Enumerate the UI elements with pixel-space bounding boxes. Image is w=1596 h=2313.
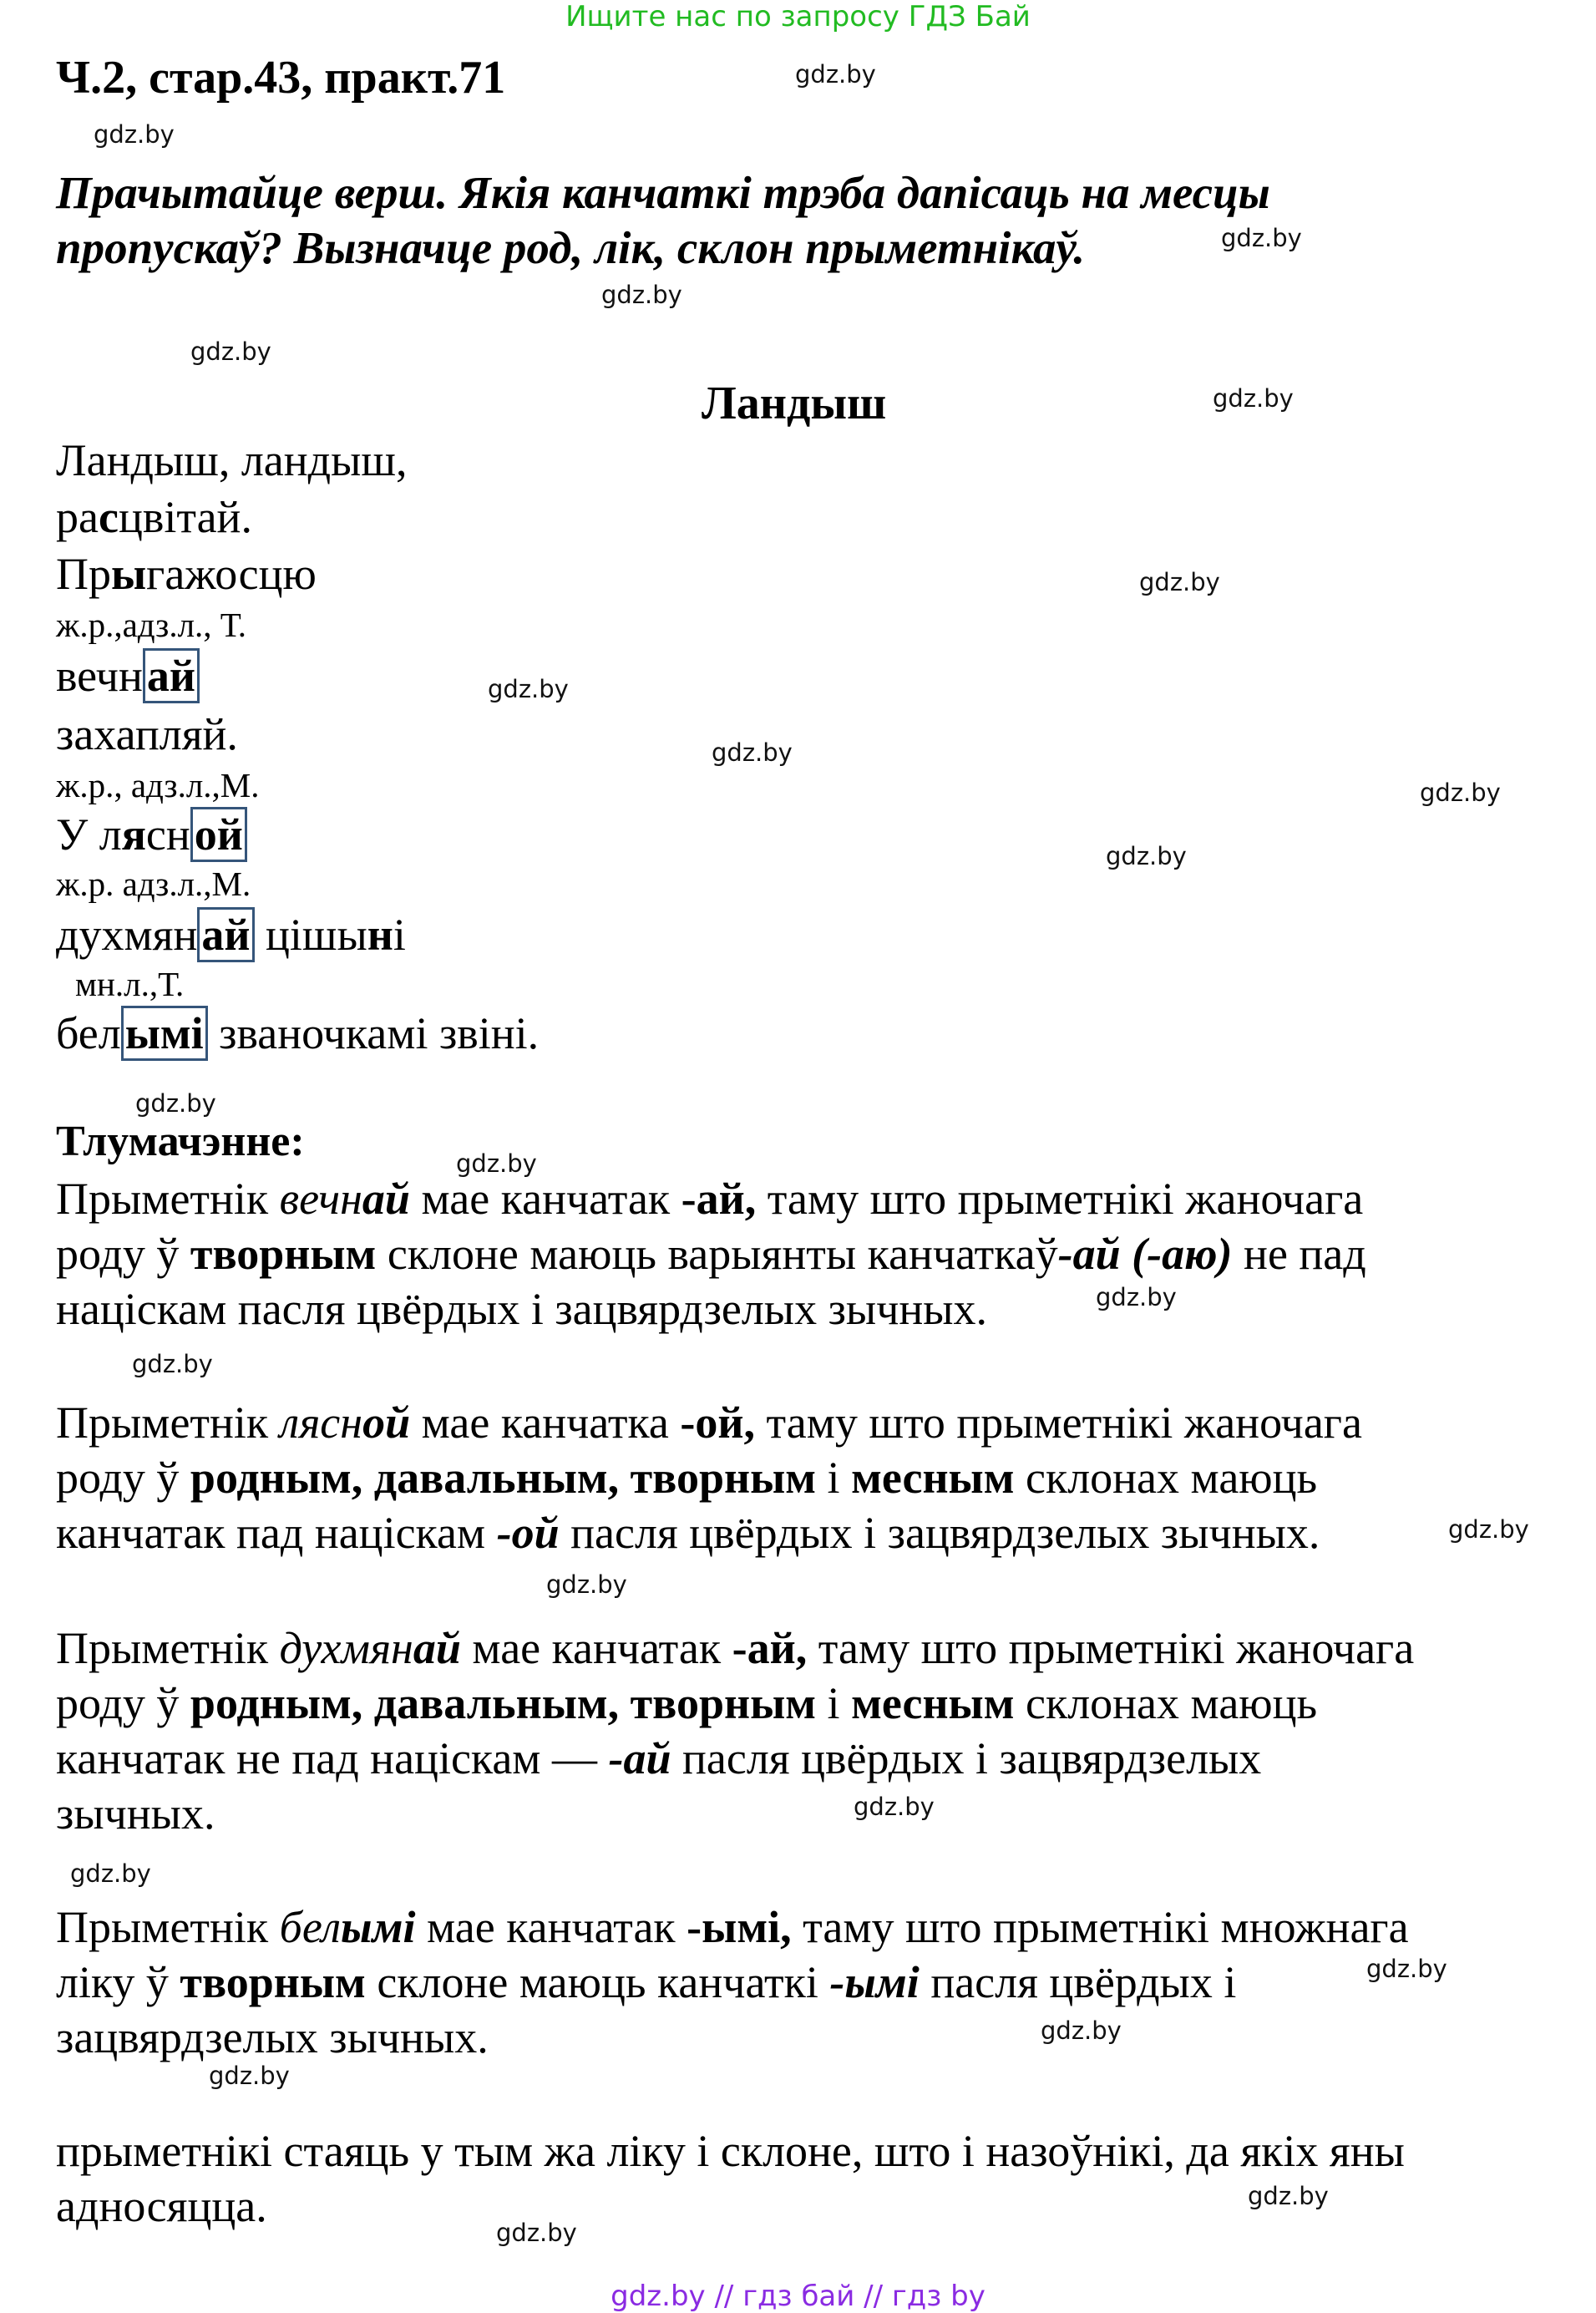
poem-line-6: У лясной <box>56 807 247 862</box>
explanation-p5-line-2: адносяцца. <box>56 2181 267 2231</box>
watermark: gdz.by <box>1420 779 1501 807</box>
watermark: gdz.by <box>209 2062 290 2090</box>
ending-box-ymi: ымі <box>121 1006 208 1061</box>
ending-box-ai: ай <box>143 648 200 703</box>
bottom-site-links[interactable]: gdz.by // гдз бай // гдз by <box>611 2280 985 2313</box>
watermark: gdz.by <box>1139 568 1220 596</box>
poem-line-8: белымі званочкамі звіні. <box>56 1006 539 1061</box>
watermark: gdz.by <box>135 1089 216 1118</box>
watermark: gdz.by <box>190 337 271 366</box>
watermark: gdz.by <box>1041 2016 1122 2045</box>
explanation-p4-line-1: Прыметнік белымі мае канчатак -ымі, таму што прыметнікі множнага <box>56 1902 1409 1952</box>
poem-line-3: Прыгажосцю <box>56 549 317 599</box>
explanation-p1-line-2: роду ў творным склоне маюць варыянты канчаткаў-ай (-аю) не пад <box>56 1229 1366 1279</box>
top-search-link[interactable]: Ищите нас по запросу ГДЗ Бай <box>565 0 1031 33</box>
task-line-1: Прачытайце верш. Якія канчаткі трэба дапісаць на месцы <box>56 167 1270 218</box>
explanation-p3-line-2: роду ў родным, давальным, творным і месным склонах маюць <box>56 1678 1318 1728</box>
page-title: Ч.2, стар.43, практ.71 <box>56 52 506 104</box>
explanation-p1-line-3: націскам пасля цвёрдых і зацвярдзелых зычных. <box>56 1284 988 1334</box>
ending-box-ai-2: ай <box>197 907 254 962</box>
poem-line-4: вечнай <box>56 648 200 703</box>
watermark: gdz.by <box>1106 842 1187 870</box>
explanation-p3-line-4: зычных. <box>56 1788 215 1839</box>
ending-box-oi: ой <box>190 807 247 862</box>
watermark: gdz.by <box>1213 384 1294 413</box>
explanation-title: Тлумачэнне: <box>56 1118 305 1165</box>
watermark: gdz.by <box>70 1859 151 1888</box>
task-line-2: пропускаў? Вызначце род, лік, склон прыметнікаў. <box>56 222 1086 273</box>
grammar-note-3: ж.р. адз.л.,М. <box>56 865 251 903</box>
watermark: gdz.by <box>1096 1283 1177 1311</box>
watermark: gdz.by <box>854 1793 935 1821</box>
watermark: gdz.by <box>546 1570 627 1599</box>
watermark: gdz.by <box>1366 1955 1447 1983</box>
watermark: gdz.by <box>1221 224 1302 252</box>
explanation-p2-line-3: канчатак пад націскам -ой пасля цвёрдых і зацвярдзелых зычных. <box>56 1508 1320 1558</box>
grammar-note-4: мн.л.,Т. <box>75 965 185 1003</box>
watermark: gdz.by <box>1248 2182 1329 2210</box>
explanation-p1-line-1: Прыметнік вечнай мае канчатак -ай, таму што прыметнікі жаночага <box>56 1174 1364 1224</box>
watermark: gdz.by <box>456 1149 537 1178</box>
watermark: gdz.by <box>795 60 876 89</box>
explanation-p3-line-1: Прыметнік духмянай мае канчатак -ай, таму што прыметнікі жаночага <box>56 1623 1415 1673</box>
explanation-p4-line-2: ліку ў творным склоне маюць канчаткі -ымі пасля цвёрдых і <box>56 1957 1237 2007</box>
explanation-p5-line-1: прыметнікі стаяць у тым жа ліку і склоне, што і назоўнікі, да якіх яны <box>56 2126 1405 2176</box>
explanation-p2-line-2: роду ў родным, давальным, творным і месным склонах маюць <box>56 1453 1318 1503</box>
explanation-p2-line-1: Прыметнік лясной мае канчатка -ой, таму што прыметнікі жаночага <box>56 1397 1362 1448</box>
watermark: gdz.by <box>488 675 569 703</box>
poem-line-7: духмянай цішыні <box>56 907 406 962</box>
poem-title: Ландыш <box>702 378 887 429</box>
watermark: gdz.by <box>496 2219 577 2247</box>
poem-line-1: Ландыш, ландыш, <box>56 435 408 485</box>
watermark: gdz.by <box>1448 1515 1529 1544</box>
poem-line-5: захапляй. <box>56 709 238 759</box>
watermark: gdz.by <box>601 281 682 309</box>
watermark: gdz.by <box>94 120 175 149</box>
grammar-note-1: ж.р.,адз.л., Т. <box>56 606 246 644</box>
watermark: gdz.by <box>132 1350 213 1378</box>
poem-line-2: расцвітай. <box>56 492 252 542</box>
watermark: gdz.by <box>712 738 793 767</box>
explanation-p3-line-3: канчатак не пад націскам — -ай пасля цвёрдых і зацвярдзелых <box>56 1733 1262 1783</box>
explanation-p4-line-3: зацвярдзелых зычных. <box>56 2012 489 2062</box>
grammar-note-2: ж.р., адз.л.,М. <box>56 766 260 804</box>
